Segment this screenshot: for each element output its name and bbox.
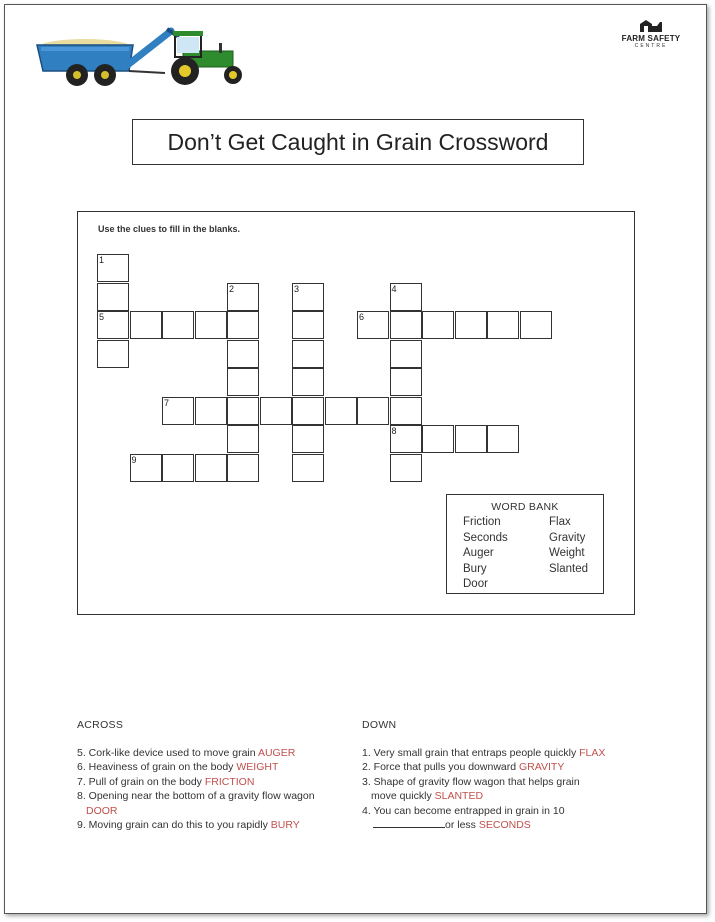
clue-number: 2	[229, 283, 235, 294]
crossword-cell[interactable]	[260, 397, 292, 425]
word-bank-word: Bury	[463, 562, 487, 575]
crossword-cell[interactable]	[325, 397, 357, 425]
crossword-cell[interactable]	[390, 283, 422, 311]
clue-text: 7. Pull of grain on the body	[77, 775, 202, 788]
crossword-cell[interactable]	[292, 283, 324, 311]
crossword-cell[interactable]	[455, 311, 487, 339]
clue-number: 9	[131, 454, 137, 465]
instructions: Use the clues to fill in the blanks.	[98, 224, 241, 234]
tractor-grain-cart-illustration	[33, 25, 253, 94]
clue-number: 4	[391, 283, 397, 294]
clue-answer: SLANTED	[434, 790, 484, 802]
crossword-cell[interactable]	[357, 397, 389, 425]
clue-answer: SECONDS	[478, 819, 531, 831]
clue-across-9	[77, 818, 357, 833]
crossword-cell[interactable]	[292, 340, 324, 368]
clue-number: 6	[359, 312, 365, 322]
clue-answer: FRICTION	[204, 775, 255, 788]
logo-name: FARM SAFETY	[621, 34, 681, 43]
crossword-cell[interactable]	[292, 425, 324, 453]
crossword-cell[interactable]	[227, 311, 259, 339]
crossword-cell[interactable]	[97, 254, 129, 282]
crossword-cell[interactable]	[227, 283, 259, 311]
clue-down-4-cont	[362, 818, 662, 833]
fill-blank-line	[373, 818, 445, 828]
crossword-cell[interactable]	[195, 311, 227, 339]
crossword-cell[interactable]	[130, 311, 162, 339]
clue-text: 4. You can become entrapped in grain in 10	[362, 804, 565, 817]
crossword-cell[interactable]	[195, 397, 227, 425]
word-bank-list	[463, 515, 603, 592]
crossword-cell[interactable]	[455, 425, 487, 453]
page	[4, 4, 707, 914]
crossword-cell[interactable]	[422, 311, 454, 339]
clue-across-7	[77, 775, 357, 790]
crossword-cell[interactable]	[227, 454, 259, 482]
crossword-cell[interactable]	[97, 311, 129, 339]
word-bank	[446, 494, 604, 594]
crossword-cell[interactable]	[292, 397, 324, 425]
clue-answer: AUGER	[257, 746, 296, 759]
farm-safety-logo	[611, 19, 691, 59]
crossword-cell[interactable]	[487, 311, 519, 339]
crossword-cell[interactable]	[130, 454, 162, 482]
crossword-panel	[77, 211, 635, 615]
word-bank-word: Friction	[463, 516, 501, 528]
clue-text: 5. Cork-like device used to move grain	[77, 746, 256, 759]
clue-number: 8	[391, 426, 397, 436]
crossword-cell[interactable]	[97, 283, 129, 311]
clue-down-3-cont	[362, 789, 662, 804]
clue-number: 5	[99, 312, 105, 322]
logo-subtitle: CENTRE	[634, 43, 668, 49]
crossword-cell[interactable]	[390, 340, 422, 368]
crossword-cell[interactable]	[390, 368, 422, 396]
clue-text-cont: or less	[445, 819, 476, 831]
clue-number: 3	[294, 283, 300, 294]
clue-down-2	[362, 760, 662, 775]
clue-down-3	[362, 775, 662, 790]
clue-across-8-answer	[77, 804, 357, 819]
crossword-cell[interactable]	[227, 368, 259, 396]
crossword-cell[interactable]	[390, 311, 422, 339]
across-heading: ACROSS	[77, 719, 124, 731]
clue-across-8	[77, 789, 357, 804]
page-title	[132, 119, 584, 165]
word-bank-word: Gravity	[549, 531, 586, 544]
crossword-cell[interactable]	[292, 311, 324, 339]
clue-text: 9. Moving grain can do this to you rapidly	[77, 819, 268, 831]
clue-answer: BURY	[270, 819, 300, 831]
crossword-cell[interactable]	[162, 311, 194, 339]
word-bank-title: WORD BANK	[491, 501, 559, 513]
clue-answer: WEIGHT	[236, 761, 279, 773]
crossword-cell[interactable]	[390, 454, 422, 482]
clue-text-cont: move quickly	[371, 790, 432, 802]
word-bank-word: Flax	[549, 516, 571, 528]
crossword-cell[interactable]	[162, 454, 194, 482]
clue-number: 1	[99, 255, 105, 265]
word-bank-word: Seconds	[463, 531, 508, 544]
clue-text: 8. Opening near the bottom of a gravity flow wagon	[77, 790, 315, 802]
word-bank-word: Auger	[463, 547, 494, 559]
clue-down-1	[362, 746, 662, 761]
clue-answer: DOOR	[86, 804, 118, 817]
across-clues	[77, 718, 357, 833]
clue-across-6	[77, 760, 357, 775]
crossword-cell[interactable]	[390, 425, 422, 453]
crossword-cell[interactable]	[162, 397, 194, 425]
down-heading: DOWN	[362, 719, 397, 731]
down-clues	[362, 718, 662, 833]
clue-across-5	[77, 746, 357, 761]
logo-mark-icon	[638, 19, 664, 33]
clue-text: 1. Very small grain that entraps people quickly	[362, 746, 577, 759]
clue-answer: FLAX	[579, 746, 606, 759]
crossword-cell[interactable]	[227, 340, 259, 368]
word-bank-word: Slanted	[549, 562, 589, 575]
clue-text: 3. Shape of gravity flow wagon that helps grain	[362, 775, 580, 788]
word-bank-word: Door	[463, 578, 488, 590]
crossword-cell[interactable]	[97, 340, 129, 368]
crossword-cell[interactable]	[227, 425, 259, 453]
clue-down-4	[362, 804, 662, 819]
crossword-cell[interactable]	[357, 311, 389, 339]
crossword-cell[interactable]	[292, 454, 324, 482]
word-bank-word: Weight	[549, 547, 585, 559]
crossword-cell[interactable]	[227, 397, 259, 425]
crossword-cell[interactable]	[487, 425, 519, 453]
crossword-cell[interactable]	[292, 368, 324, 396]
clue-text: 6. Heaviness of grain on the body	[77, 761, 234, 773]
crossword-cell[interactable]	[390, 397, 422, 425]
clue-text: 2. Force that pulls you downward	[362, 761, 517, 773]
page-title-text: Don’t Get Caught in Grain Crossword	[167, 128, 549, 155]
clue-number: 7	[164, 397, 170, 408]
crossword-cell[interactable]	[422, 425, 454, 453]
crossword-cell[interactable]	[520, 311, 552, 339]
clue-answer: GRAVITY	[519, 761, 565, 773]
crossword-cell[interactable]	[195, 454, 227, 482]
